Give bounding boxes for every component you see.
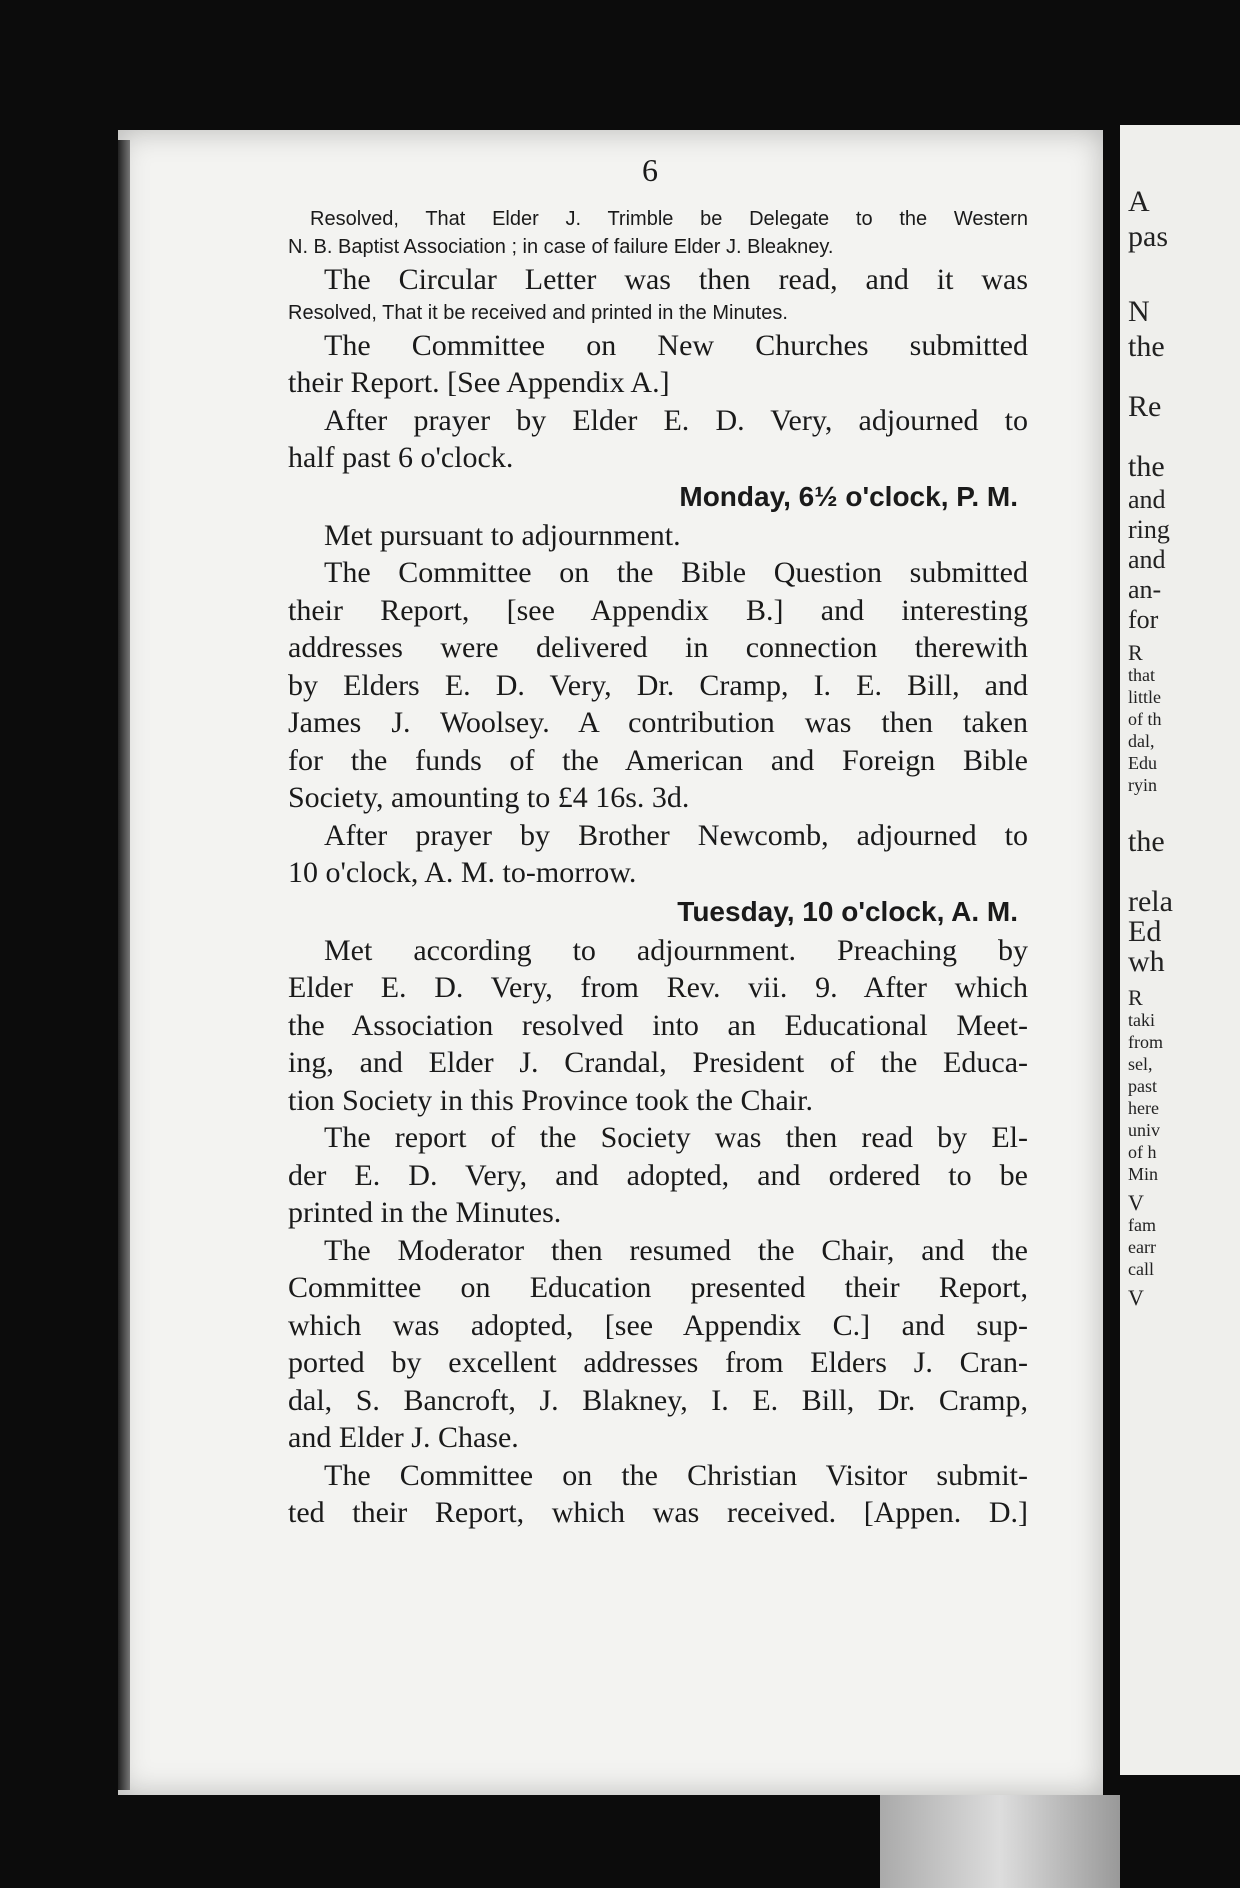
text-line: The Committee on the Christian Visitor submit-: [324, 1458, 1028, 1492]
facing-page-text-fragment: Re: [1128, 390, 1162, 423]
text-line: 10 o'clock, A. M. to-morrow.: [288, 856, 637, 889]
facing-page-text-fragment: N: [1128, 295, 1150, 328]
text-line: their Report. [See Appendix A.]: [288, 366, 670, 399]
session-heading: Tuesday, 10 o'clock, A. M.: [677, 895, 1018, 927]
facing-page-text-fragment: of th: [1128, 709, 1162, 729]
facing-page-text-fragment: little: [1128, 687, 1161, 707]
page-number: 6: [642, 152, 658, 188]
facing-page-text-fragment: ryin: [1128, 775, 1157, 795]
text-line: dal, S. Bancroft, J. Blakney, I. E. Bill, Dr. Cramp,: [288, 1383, 1028, 1417]
text-line: Met pursuant to adjournment.: [324, 518, 681, 552]
text-line: The Moderator then resumed the Chair, and the: [324, 1233, 1028, 1267]
text-line: The Committee on the Bible Question submitted: [324, 556, 1028, 589]
text-line: tion Society in this Province took the Chair.: [288, 1083, 813, 1117]
text-line: ported by excellent addresses from Elders J. Cran-: [288, 1346, 1028, 1379]
text-line: The Committee on New Churches submitted: [324, 328, 1028, 362]
facing-page-text-fragment: that: [1128, 665, 1155, 685]
facing-page-text-fragment: Ed: [1128, 915, 1162, 948]
facing-page-text-fragment: sel,: [1128, 1054, 1153, 1074]
text-line: After prayer by Brother Newcomb, adjourned to: [324, 818, 1028, 852]
facing-page-text-fragment: R: [1128, 640, 1143, 665]
text-line: The Circular Letter was then read, and it was: [324, 263, 1028, 296]
text-line: Elder E. D. Very, from Rev. vii. 9. After which: [288, 971, 1028, 1004]
text-line: Committee on Education presented their Report,: [288, 1271, 1028, 1304]
facing-page-text-fragment: V: [1128, 1285, 1144, 1310]
binding-strip: [880, 1795, 1120, 1888]
text-line: printed in the Minutes.: [288, 1196, 562, 1229]
facing-page-fragment: [1120, 125, 1240, 1775]
facing-page-text-fragment: Edu: [1128, 753, 1157, 773]
text-line: Resolved, That Elder J. Trimble be Delegate to the Western: [310, 208, 1028, 230]
facing-page-text-fragment: an-: [1128, 575, 1162, 604]
text-line: The report of the Society was then read by El-: [324, 1121, 1028, 1154]
text-line: N. B. Baptist Association ; in case of failure Elder J. Bleakney.: [288, 236, 834, 258]
facing-page-text-fragment: for: [1128, 605, 1159, 634]
page-shadow-edge: [118, 140, 130, 1790]
facing-page-text-fragment: here: [1128, 1098, 1159, 1118]
facing-page-text-fragment: dal,: [1128, 731, 1155, 751]
facing-page-text-fragment: A: [1128, 185, 1150, 218]
text-line: addresses were delivered in connection therewith: [288, 631, 1028, 664]
text-line: ted their Report, which was received. [Appen. D.]: [288, 1496, 1028, 1529]
text-line: and Elder J. Chase.: [288, 1421, 519, 1454]
facing-page-text-fragment: fam: [1128, 1215, 1156, 1235]
text-line: their Report, [see Appendix B.] and interesting: [288, 593, 1028, 627]
facing-page-text-fragment: and: [1128, 485, 1166, 514]
text-line: ing, and Elder J. Crandal, President of the Educa-: [288, 1046, 1028, 1079]
facing-page-text-fragment: the: [1128, 450, 1165, 483]
facing-page-text-fragment: taki: [1128, 1010, 1155, 1030]
facing-page-text-fragment: from: [1128, 1032, 1163, 1052]
session-heading: Monday, 6½ o'clock, P. M.: [679, 480, 1018, 512]
facing-page-text-fragment: the: [1128, 825, 1165, 858]
page-body-text: [288, 205, 1028, 1532]
facing-page-text-fragment: and: [1128, 545, 1166, 574]
text-line: Resolved, That it be received and printed in the Minutes.: [288, 301, 788, 324]
text-line: for the funds of the American and Foreign Bible: [288, 743, 1028, 777]
facing-page-text-fragment: pas: [1128, 220, 1168, 253]
text-line: by Elders E. D. Very, Dr. Cramp, I. E. Bill, and: [288, 668, 1028, 702]
facing-page-text-fragment: Min: [1128, 1164, 1159, 1184]
facing-page-text-fragment: earr: [1128, 1237, 1156, 1257]
text-line: the Association resolved into an Educational Meet-: [288, 1008, 1028, 1042]
facing-page-text-fragment: R: [1128, 985, 1143, 1010]
facing-page-text-fragment: rela: [1128, 885, 1173, 918]
text-line: James J. Woolsey. A contribution was then taken: [288, 706, 1028, 739]
facing-page-text-fragment: of h: [1128, 1142, 1157, 1162]
facing-page-text-fragment: V: [1128, 1190, 1144, 1215]
facing-page-text-fragment: wh: [1128, 945, 1165, 978]
facing-page-text-fragment: ring: [1128, 515, 1170, 544]
text-line: Society, amounting to £4 16s. 3d.: [288, 781, 690, 814]
facing-page-text-fragment: the: [1128, 330, 1165, 363]
text-line: Met according to adjournment. Preaching by: [324, 933, 1028, 967]
facing-page-text-fragment: past: [1128, 1076, 1157, 1096]
text-line: half past 6 o'clock.: [288, 441, 514, 474]
text-line: After prayer by Elder E. D. Very, adjourned to: [324, 403, 1028, 437]
facing-page-text-fragment: call: [1128, 1259, 1154, 1279]
text-line: der E. D. Very, and adopted, and ordered to be: [288, 1158, 1028, 1192]
facing-page-text-fragment: univ: [1128, 1120, 1161, 1140]
text-line: which was adopted, [see Appendix C.] and sup-: [288, 1308, 1028, 1342]
